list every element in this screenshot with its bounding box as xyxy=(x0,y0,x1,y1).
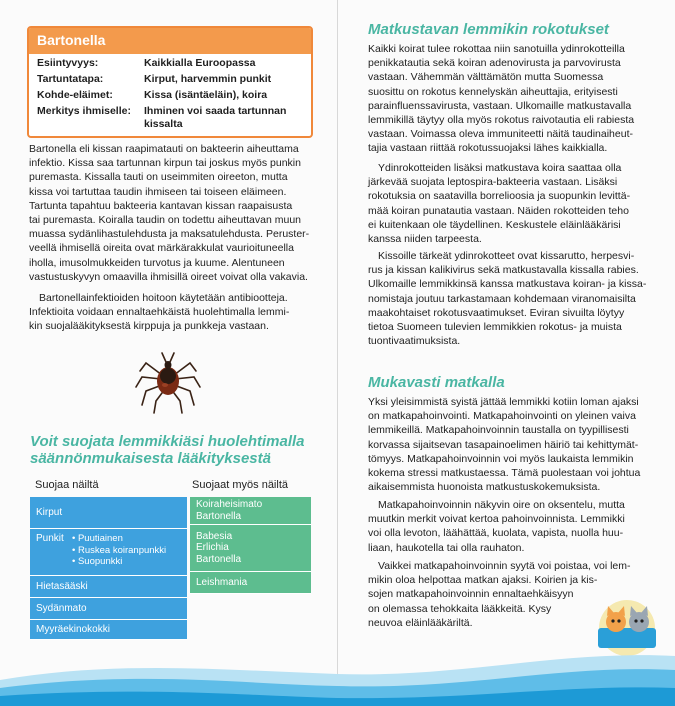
vaccinations-title: Matkustavan lemmikin rokotukset xyxy=(368,21,609,38)
text-line: järkevää suojata leptospira-bakteeria vastaan. Lisäksi xyxy=(368,176,618,189)
protection-also-item: Koiraheisimato xyxy=(196,499,263,510)
protection-row-label: Punkit xyxy=(36,533,64,544)
text-line: tömyys. Matkapahoinvoinnin voi myös laukaista lemmikin xyxy=(368,452,634,465)
protection-row-1 xyxy=(30,529,187,576)
text-line: tuontivaatimuksista. xyxy=(368,335,461,348)
text-line: aikaisemmista huonoista matkustuskokemuksista. xyxy=(368,481,601,494)
text-line: puremasta. Kissalla tauti on useimmiten oireeton, mutta xyxy=(29,171,288,184)
info-row-label: Tartuntatapa: xyxy=(37,73,104,85)
protection-section-title xyxy=(30,433,330,467)
text-line: muutkin merkit voivat kertoa pahoinvoinnista. Lemmikki xyxy=(368,513,625,526)
text-line: vastaan. Voimassa oleva immuniteetti näitä taudinaiheut- xyxy=(368,128,633,141)
text-line: korvassa sijaitsevan tasapainoelimen häiriö tai kehittymät- xyxy=(368,438,639,451)
protection-sub-item: • Suopunkki xyxy=(72,556,166,568)
text-line: mikin oloa helpottaa matkan ajaksi. Koirien ja kis- xyxy=(368,574,598,587)
protection-row-label: Kirput xyxy=(36,507,63,518)
protection-row-4 xyxy=(30,620,187,640)
text-line: Infektioita voidaan ennaltaehkäistä huolehtimalla lemmi- xyxy=(29,306,290,319)
text-line: nomistaja joutuu tarkastamaan kohdemaan viranomaisilta xyxy=(368,292,636,305)
protection-also-item: Babesia xyxy=(196,530,233,542)
info-row xyxy=(29,73,311,86)
text-line: Voit suojata lemmikkiäsi huolehtimalla xyxy=(30,433,305,450)
info-row-value: Ihminen voi saada tartunnan kissalta xyxy=(144,105,287,130)
bartonella-paragraph-2 xyxy=(29,291,319,334)
protection-also-row-2 xyxy=(190,572,311,594)
text-line: veellä ihmisellä oireita ovat märkärakkulat vaurioituneella xyxy=(29,242,294,255)
text-line: suosittu on rokotus kennelyskän aiheuttajia, erityisesti xyxy=(368,85,618,98)
info-box-rows xyxy=(29,57,311,131)
text-line: voi olla levoton, läähättää, kuolata, vapista, nuolla huu- xyxy=(368,527,624,540)
text-line: tajia vastaan riittää rokotussuojaksi lähes kaikkialla. xyxy=(368,142,608,155)
vaccinations-paragraph-2 xyxy=(368,161,668,246)
protection-also-item: Bartonella xyxy=(196,553,242,565)
text-line: rokotuksia on saatavilla borrelioosia ja suopunkin levittä- xyxy=(368,190,631,203)
paragraph-lines xyxy=(29,291,319,334)
protection-header-right: Suojaat myös näiltä xyxy=(192,479,288,491)
text-line: penikkatautia sekä koiran adenovirusta ja parvovirusta xyxy=(368,57,621,70)
info-row-label: Merkitys ihmiselle: xyxy=(37,105,131,117)
info-row-value: Kissa (isäntäeläin), koira xyxy=(144,89,268,101)
text-line: Kissoille tärkeät ydinrokotteet ovat kissarutto, herpesvi- xyxy=(378,250,635,262)
protection-sublist xyxy=(72,533,166,568)
text-line: Tartunta tapahtuu bakteeria kantavan kissan raapaisusta xyxy=(29,199,293,212)
text-line: maakohtaiset rokotusvaatimukset. Eviran sivuilta löytyy xyxy=(368,306,625,319)
text-line: sojen matkapahoinvoinnin ennaltaehkäisyyn xyxy=(368,588,574,601)
text-line: kin suojalääkityksestä kirppuja ja punkkeja vastaan. xyxy=(29,320,269,333)
bartonella-info-box xyxy=(27,26,313,138)
text-line: Vaikkei matkapahoinvoinnin syytä voi poistaa, voi lem- xyxy=(378,560,631,572)
info-row-label: Kohde-eläimet: xyxy=(37,89,113,101)
text-line: iholla, imusolmukkeiden turvotus ja kuume. Alentuneen xyxy=(29,256,285,269)
info-row-label: Esiintyvyys: xyxy=(37,57,99,69)
protection-also-row-0 xyxy=(190,497,311,525)
text-line: lemmikillä täytyy olla myös rokotus raivotautia eli rabiesta xyxy=(368,114,635,127)
protection-header-left: Suojaa näiltä xyxy=(35,479,99,491)
bartonella-paragraph-1 xyxy=(29,142,319,284)
text-line: lemmikeillä. Matkapahoinvoinnin taustalla on tyypillisesti xyxy=(368,424,629,437)
text-line: Bartonellainfektioiden hoitoon käytetään antibiootteja. xyxy=(39,292,288,304)
info-row xyxy=(29,89,311,102)
text-line: rus ja kissan kalikivirus sekä matkustavalla kissalla rabies. xyxy=(368,264,639,277)
text-line: säännönmukaisesta lääkityksestä xyxy=(30,450,271,467)
bottom-wave-decoration xyxy=(0,640,675,706)
text-line: on olemassa tehokkaita lääkkeitä. Kysy xyxy=(368,602,552,615)
protection-table xyxy=(30,476,312,634)
travel-paragraph-2 xyxy=(368,498,668,555)
protection-row-label: Sydänmato xyxy=(36,603,87,614)
info-row xyxy=(29,105,311,131)
vaccinations-paragraph-1 xyxy=(368,42,668,156)
tick-illustration-icon xyxy=(132,345,204,417)
text-line: on matkapahoinvointi. Matkapahoinvointi on yleinen vaiva xyxy=(368,410,636,423)
protection-row-3 xyxy=(30,598,187,620)
text-line: kanssa niiden tarpeesta. xyxy=(368,233,482,246)
text-line: Matkapahoinvoinnin näkyvin oire on oksentelu, mutta xyxy=(378,499,625,511)
vaccinations-paragraph-3 xyxy=(368,249,668,348)
page-gutter xyxy=(337,0,338,706)
protection-also-item: Leishmania xyxy=(196,576,248,588)
text-line: mää koiran punatautia vastaan. Näiden rokotteiden teho xyxy=(368,204,629,217)
protection-row-2 xyxy=(30,576,187,598)
text-line: liaan, haukotella tai olla rauhaton. xyxy=(368,541,525,554)
text-line: vastaan. Vähemmän välttämätön mutta Suomessa xyxy=(368,71,604,84)
protection-sub-item: • Ruskea koiranpunkki xyxy=(72,545,166,557)
protection-sub-item: • Puutiainen xyxy=(72,533,166,545)
protection-row-label: Myyräekinokokki xyxy=(36,624,110,635)
text-line: infektio. Kissa saa tartunnan kirpun tai joskus myös punkin xyxy=(29,157,301,170)
info-row-value: Kirput, harvemmin punkit xyxy=(144,73,272,85)
protection-also-item: Bartonella xyxy=(196,510,242,522)
text-line: tietoa Suomeen tulevien lemmikkien rokotus- ja muista xyxy=(368,321,622,334)
text-line: Yksi yleisimmistä syistä jättää lemmikki kotiin loman ajaksi xyxy=(368,396,639,408)
paragraph-lines xyxy=(29,142,319,284)
info-row xyxy=(29,57,311,70)
text-line: muassa sydänlihastulehdusta ja maksatulehdusta. Peruster- xyxy=(29,228,310,241)
text-line: vastustuskyvyn omaavilla ihmisillä oireet voivat olla vakavia. xyxy=(29,270,308,283)
text-line: Ulkomaille lemmikkinsä kanssa matkustava koiran- ja kissa- xyxy=(368,278,647,291)
info-row-value: Kaikkialla Euroopassa xyxy=(144,57,256,69)
protection-left-column xyxy=(30,497,187,640)
protection-row-label: Hietasääski xyxy=(36,581,88,592)
text-line: Bartonella eli kissan raapimatauti on bakteerin aiheuttama xyxy=(29,143,299,155)
text-line: ei kuitenkaan ole täydellinen. Keskustele eläinlääkärisi xyxy=(368,218,621,231)
protection-row-0 xyxy=(30,497,187,529)
protection-right-column xyxy=(190,497,311,594)
text-line: neuvoa eläinlääkäriltä. xyxy=(368,616,473,629)
text-line: tai puremasta. Koiralla taudin on todettu aiheuttavan muun xyxy=(29,214,302,227)
info-box-title: Bartonella xyxy=(29,28,311,54)
travel-paragraph-1 xyxy=(368,395,668,494)
travel-comfort-title: Mukavasti matkalla xyxy=(368,374,505,391)
text-line: parainfluenssavirusta, vastaan. Ulkomaille matkustavalla xyxy=(368,99,632,112)
protection-also-row-1 xyxy=(190,525,311,572)
text-line: kokema stressi matkustaessa. Tämä puolestaan voi johtua xyxy=(368,467,641,480)
text-line: Ydinrokotteiden lisäksi matkustava koira saattaa olla xyxy=(378,162,622,174)
text-line: kissa voi tartuttaa taudin ihmiseen tai toiseen eläimeen. xyxy=(29,185,287,198)
protection-also-item: Erlichia xyxy=(196,542,229,554)
text-line: Kaikki koirat tulee rokottaa niin sanotuilla ydinrokotteilla xyxy=(368,43,625,55)
